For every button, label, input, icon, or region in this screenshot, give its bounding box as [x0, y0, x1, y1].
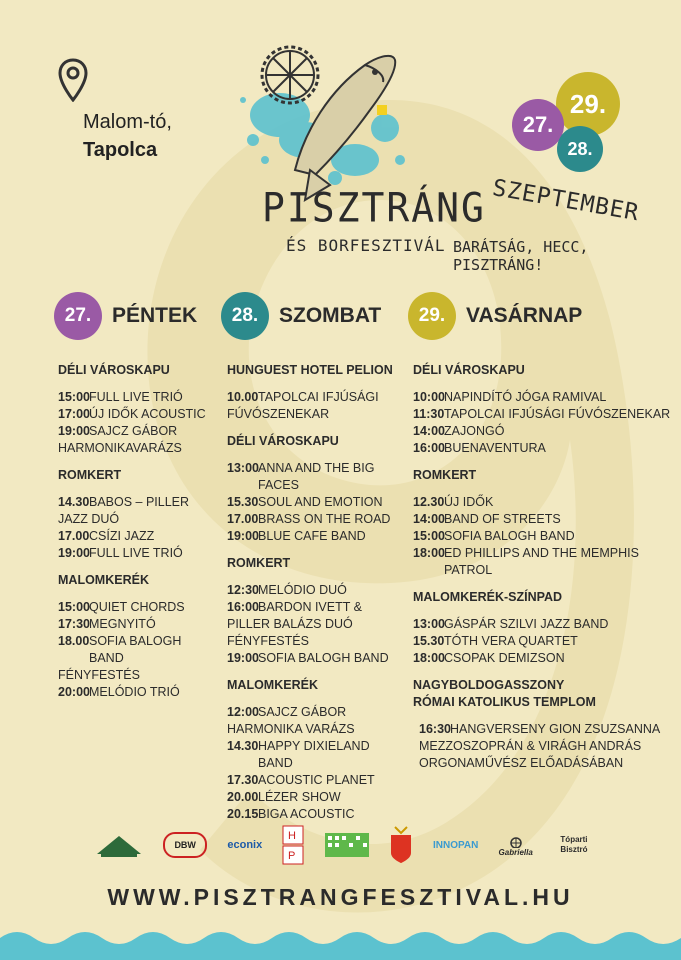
svg-text:P: P — [288, 850, 296, 862]
event-item — [413, 650, 673, 667]
event-name: BARDON IVETT & — [258, 600, 362, 614]
event-time: 18:00 — [413, 546, 445, 560]
friday-program — [58, 362, 218, 701]
event-item — [227, 650, 407, 667]
event-time: 12.30 — [413, 495, 445, 509]
event-time: 15.30 — [413, 634, 445, 648]
event-item — [58, 406, 218, 423]
event-time: 15:00 — [58, 600, 90, 614]
sponsor-logo-econix: econix — [227, 839, 263, 851]
event-item — [227, 738, 407, 772]
venue-heading: ROMKERT — [227, 556, 291, 570]
event-name: CSOPAK DEMIZSON — [444, 651, 565, 665]
day-badge-27: 27. — [54, 292, 102, 340]
event-time: 19:00 — [227, 651, 259, 665]
day-name-saturday: SZOMBAT — [279, 304, 382, 327]
event-name: SOFIA BALOGH BAND — [89, 634, 182, 665]
event-name: BAND OF STREETS — [444, 512, 561, 526]
event-name: SAJCZ GÁBOR — [89, 424, 178, 438]
event-item — [413, 494, 673, 511]
event-time: 13:00 — [413, 617, 445, 631]
event-time: 14.30 — [58, 495, 90, 509]
event-time: 20.00 — [227, 790, 259, 804]
festival-title: PISZTRÁNG — [262, 184, 486, 232]
venue-heading: HUNGUEST HOTEL PELION — [227, 363, 393, 377]
event-time: 14:00 — [413, 512, 445, 526]
venue-heading: DÉLI VÁROSKAPU — [413, 363, 525, 377]
sponsor-logo-toparti: Tóparti Bisztró — [560, 835, 588, 854]
event-item — [58, 528, 218, 545]
event-name: HAPPY DIXIELAND BAND — [258, 739, 370, 770]
event-item — [58, 545, 218, 562]
day-name-friday: PÉNTEK — [112, 304, 198, 327]
event-item — [413, 423, 673, 440]
event-time: 16:00 — [227, 600, 259, 614]
event-note: FÉNYFESTÉS — [227, 634, 309, 648]
event-item — [58, 599, 218, 616]
event-time: 19:00 — [227, 529, 259, 543]
event-name: TÓTH VERA QUARTET — [444, 634, 578, 648]
venue-heading: RÓMAI KATOLIKUS TEMPLOM — [413, 695, 596, 709]
date-29-circle: 29. — [556, 72, 620, 136]
event-time: 18.00 — [58, 634, 90, 648]
event-name: FULL LIVE TRIÓ — [89, 546, 183, 560]
event-time: 17.30 — [227, 773, 259, 787]
event-name: ED PHILLIPS AND THE MEMPHIS PATROL — [444, 546, 639, 577]
event-item — [227, 772, 407, 789]
event-name-continued: MEZZOSZOPRÁN & VIRÁGH ANDRÁS — [419, 739, 642, 753]
event-time: 15:00 — [58, 390, 90, 404]
event-name: MELÓDIO TRIÓ — [89, 685, 180, 699]
event-name: NAPINDÍTÓ JÓGA RAMIVAL — [444, 390, 607, 404]
event-time: 14.30 — [227, 739, 259, 753]
event-name: BUENAVENTURA — [444, 441, 546, 455]
event-name-continued: HARMONIKAVARÁZS — [58, 441, 182, 455]
event-name: ÚJ IDŐK ACOUSTIC — [89, 407, 206, 421]
month-label: SZEPTEMBER — [490, 175, 642, 227]
event-name: SAJCZ GÁBOR — [258, 705, 347, 719]
event-name: BRASS ON THE ROAD — [258, 512, 391, 526]
event-item — [227, 806, 407, 823]
svg-text:H: H — [288, 830, 297, 842]
location-text — [83, 108, 172, 164]
event-time: 16:30 — [419, 722, 451, 736]
event-time: 14:00 — [413, 424, 445, 438]
event-name-continued: FÚVÓSZENEKAR — [227, 407, 330, 421]
event-item — [413, 545, 673, 579]
day-badge-29: 29. — [408, 292, 456, 340]
event-name-continued: JAZZ DUÓ — [58, 512, 120, 526]
event-item — [58, 616, 218, 633]
sponsor-logo-hp — [282, 825, 304, 865]
event-name: ÚJ IDŐK — [444, 495, 494, 509]
sponsor-name: Gabriella — [498, 847, 533, 857]
event-item — [227, 389, 407, 406]
event-name: FULL LIVE TRIÓ — [89, 390, 183, 404]
event-name: TAPOLCAI IFJÚSÁGI — [258, 390, 379, 404]
sponsor-logo-innopan: INNOPAN — [432, 839, 479, 851]
location-place: Malom-tó, — [83, 111, 172, 133]
day-header-friday — [54, 292, 197, 340]
sponsor-logo-crest — [389, 825, 413, 865]
water-waves-decoration — [0, 908, 681, 960]
sponsor-logo-green-grid — [325, 833, 369, 857]
event-time: 20.15 — [227, 807, 259, 821]
event-name: LÉZER SHOW — [258, 790, 341, 804]
venue-heading: DÉLI VÁROSKAPU — [58, 363, 170, 377]
event-name: BIGA ACOUSTIC — [258, 807, 355, 821]
event-name: ANNA AND THE BIG FACES — [258, 461, 375, 492]
event-item — [413, 406, 673, 423]
date-28-circle: 28. — [557, 126, 603, 172]
date-27-circle: 27. — [512, 99, 564, 151]
event-name: TAPOLCAI IFJÚSÁGI FÚVÓSZENEKAR — [444, 407, 671, 421]
venue-heading: MALOMKERÉK — [58, 573, 149, 587]
event-time: 15.30 — [227, 495, 259, 509]
event-name-continued: PILLER BALÁZS DUÓ — [227, 617, 353, 631]
event-item — [227, 599, 407, 616]
venue-heading: DÉLI VÁROSKAPU — [227, 434, 339, 448]
event-name: GÁSPÁR SZILVI JAZZ BAND — [444, 617, 609, 631]
event-name-continued: HARMONIKA VARÁZS — [227, 722, 355, 736]
venue-heading: NAGYBOLDOGASSZONY — [413, 678, 565, 692]
event-name: MELÓDIO DUÓ — [258, 583, 347, 597]
location-pin-icon — [58, 58, 88, 102]
event-time: 19:00 — [58, 546, 90, 560]
event-name-continued: ORGONAMŰVÉSZ ELŐADÁSÁBAN — [419, 756, 624, 770]
event-time: 19:00 — [58, 424, 90, 438]
event-time: 15:00 — [413, 529, 445, 543]
event-name: BABOS – PILLER — [89, 495, 190, 509]
event-name: HANGVERSENY GION ZSUZSANNA — [450, 722, 661, 736]
event-item — [58, 423, 218, 440]
event-item — [227, 460, 407, 494]
event-item — [413, 616, 673, 633]
venue-heading: ROMKERT — [58, 468, 122, 482]
event-name: ACOUSTIC PLANET — [258, 773, 375, 787]
event-name: SOFIA BALOGH BAND — [258, 651, 389, 665]
sponsor-logo-dbw: DBW — [163, 832, 207, 858]
event-item — [227, 528, 407, 545]
event-time: 10.00 — [227, 390, 259, 404]
event-item — [227, 582, 407, 599]
day-header-saturday — [221, 292, 381, 340]
event-time: 18:00 — [413, 651, 445, 665]
event-item — [58, 389, 218, 406]
event-time: 17.00 — [227, 512, 259, 526]
event-name: QUIET CHORDS — [89, 600, 185, 614]
event-name: SOUL AND EMOTION — [258, 495, 383, 509]
location-city: Tapolca — [83, 139, 158, 161]
saturday-program — [227, 362, 407, 823]
event-item — [413, 440, 673, 457]
event-time: 17:30 — [58, 617, 90, 631]
event-item — [227, 494, 407, 511]
event-time: 12:30 — [227, 583, 259, 597]
event-item — [227, 789, 407, 806]
event-item — [413, 511, 673, 528]
sponsor-logo-winery — [95, 832, 143, 858]
event-time: 16:00 — [413, 441, 445, 455]
sponsor-logo-gabriella — [499, 834, 533, 857]
event-item — [227, 704, 407, 721]
event-name: ZAJONGÓ — [444, 424, 505, 438]
venue-heading: MALOMKERÉK-SZÍNPAD — [413, 590, 563, 604]
event-item — [413, 389, 673, 406]
day-badge-28: 28. — [221, 292, 269, 340]
event-item — [58, 684, 218, 701]
event-item — [413, 528, 673, 545]
festival-subtitle: ÉS BORFESZTIVÁL — [286, 236, 446, 255]
festival-motto: BARÁTSÁG, HECC, PISZTRÁNG! — [453, 238, 589, 274]
website-url: WWW.PISZTRANGFESZTIVAL.HU — [107, 884, 574, 910]
event-time: 13:00 — [227, 461, 259, 475]
event-name: CSÍZI JAZZ — [89, 529, 155, 543]
event-item — [58, 494, 218, 511]
day-name-sunday: VASÁRNAP — [466, 304, 583, 327]
sunday-program — [413, 362, 673, 772]
event-item — [419, 721, 673, 738]
venue-heading: MALOMKERÉK — [227, 678, 318, 692]
event-time: 17.00 — [58, 529, 90, 543]
sponsor-logos — [95, 825, 595, 865]
event-item — [413, 633, 673, 650]
event-time: 10:00 — [413, 390, 445, 404]
event-time: 20:00 — [58, 685, 90, 699]
event-item — [58, 633, 218, 667]
event-name: BLUE CAFE BAND — [258, 529, 366, 543]
day-header-sunday — [408, 292, 582, 340]
event-name: MEGNYITÓ — [89, 617, 156, 631]
wheel-icon — [507, 834, 525, 848]
event-time: 12:00 — [227, 705, 259, 719]
event-time: 17:00 — [58, 407, 90, 421]
event-item — [227, 511, 407, 528]
venue-heading: ROMKERT — [413, 468, 477, 482]
event-note: FÉNYFESTÉS — [58, 668, 140, 682]
event-name: SOFIA BALOGH BAND — [444, 529, 575, 543]
event-time: 11:30 — [413, 407, 445, 421]
